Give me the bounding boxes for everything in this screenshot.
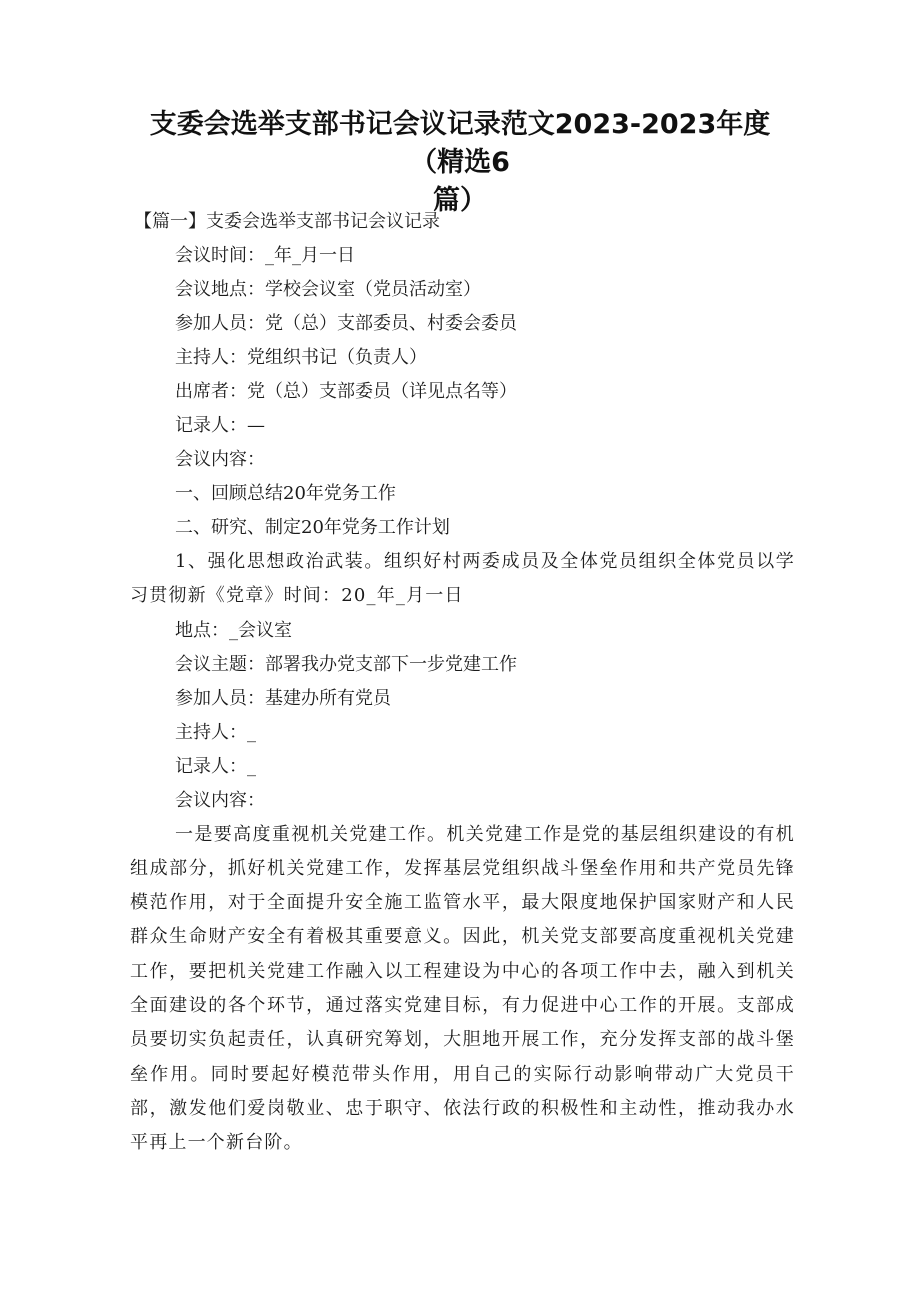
section-heading: 【篇一】支委会选举支部书记会议记录	[134, 211, 440, 232]
sub-meeting-participants: 参加人员：基建办所有党员	[175, 687, 391, 709]
main-paragraph: 一是要高度重视机关党建工作。机关党建工作是党的基层组织建设的有机组成部分，抓好机关党建工作，发挥基层党组织战斗堡垒作用和共产党员先锋模范作用，对于全面提升安全施工监管水平，最大限度地保护国家财产和人民群众生命财产安全有着极其重要意义。因此，机关党支部要高度重视机关党建工作，要把机关党建工作融入以工程建设为中心的各项工作中去，融入到机关全面建设的各个环节，通过落实党建目标，有力促进中心工作的开展。支部成员要切实负起责任，认真研究筹划，大胆地开展工作，充分发挥支部的战斗堡垒作用。同时要起好模范带头作用，用自己的实际行动影响带动广大党员干部，激发他们爱岗敬业、忠于职守、依法行政的积极性和主动性，推动我办水平再上一个新台阶。	[130, 823, 795, 1154]
document-body	[130, 205, 795, 1161]
meeting-place: 会议地点：学校会议室（党员活动室）	[175, 279, 481, 300]
sub-meeting-place: 地点：_会议室	[175, 619, 292, 641]
document-title	[140, 106, 780, 220]
point-one-paragraph: 1、强化思想政治武装。组织好村两委成员及全体党员组织全体党员以学习贯彻新《党章》时间：20_年_月一日	[130, 551, 795, 607]
attendees: 出席者：党（总）支部委员（详见点名等）	[175, 381, 517, 402]
sub-meeting-recorder: 记录人：_	[175, 755, 256, 777]
host: 主持人：党组织书记（负责人）	[175, 347, 427, 368]
sub-meeting-content-label: 会议内容：	[175, 789, 265, 811]
sub-meeting-topic: 会议主题：部署我办党支部下一步党建工作	[175, 653, 517, 675]
title-line-1: 支委会选举支部书记会议记录范文2023-2023年度（精选6	[149, 109, 771, 178]
agenda-item-two: 二、研究、制定20年党务工作计划	[175, 517, 450, 538]
meeting-time: 会议时间：_年_月一日	[175, 245, 355, 266]
participants: 参加人员：党（总）支部委员、村委会委员	[175, 313, 517, 334]
meeting-content-label: 会议内容：	[175, 449, 265, 470]
recorder: 记录人：—	[175, 415, 265, 436]
title-line-2: 篇）	[433, 185, 487, 216]
sub-meeting-host: 主持人：_	[175, 721, 256, 743]
agenda-item-one: 一、回顾总结20年党务工作	[175, 483, 396, 504]
